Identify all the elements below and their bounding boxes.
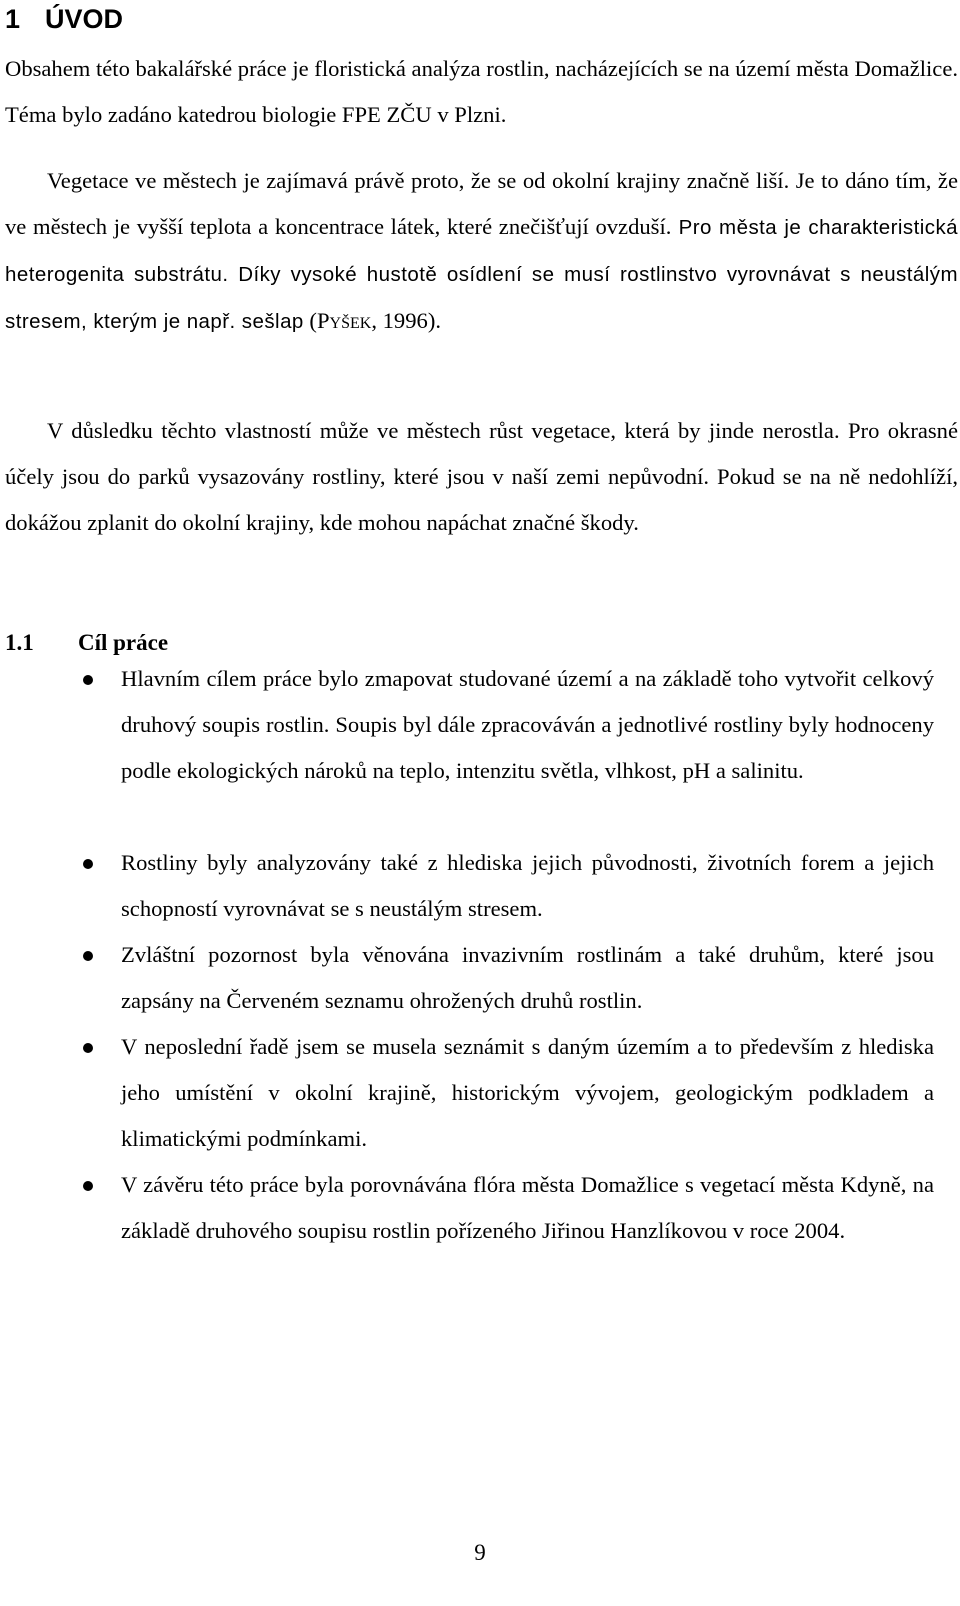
goals-list-item-text: Rostliny byly analyzovány také z hlediska jejich původnosti, životních forem a jejich schopností vyrovnávat se s neustálým stresem.: [121, 850, 934, 921]
intro-paragraph-2-sans: Pro města je charakteristická heterogenita substrátu. Díky vysoké hustotě osídlení se musí rostlinstvo vyrovnávat s neustálým stresem, kterým je např. sešlap: [5, 216, 959, 333]
bullet-icon: [83, 951, 93, 961]
chapter-title: ÚVOD: [45, 4, 124, 34]
citation-author: Pyšek: [316, 308, 372, 333]
bullet-icon: [83, 1043, 93, 1053]
goals-list-item-text: Hlavním cílem práce bylo zmapovat studované území a na základě toho vytvořit celkový druhový soupis rostlin. Soupis byl dále zpracováván a jednotlivé rostliny byly hodnoceny podle ekologických nároků na teplo, intenzitu světla, vlhkost, pH a salinitu.: [121, 666, 934, 783]
intro-paragraph-1: Obsahem této bakalářské práce je floristická analýza rostlin, nacházejících se na území města Domažlice. Téma bylo zadáno katedrou biologie FPE ZČU v Plzni.: [5, 56, 958, 127]
chapter-number: 1: [5, 4, 21, 34]
citation-rest: , 1996).: [371, 308, 441, 333]
bullet-icon: [83, 675, 93, 685]
section-heading: [5, 628, 168, 658]
goals-list-item-text: Zvláštní pozornost byla věnována invazivním rostlinám a také druhům, které jsou zapsány na Červeném seznamu ohrožených druhů rostlin.: [121, 942, 934, 1013]
section-number: 1.1: [5, 630, 34, 655]
bullet-icon: [83, 1181, 93, 1191]
intro-paragraph-2-serif: Vegetace ve městech je zajímavá právě proto, že se od okolní krajiny značně liší. Je to dáno tím, že ve městech je vyšší teplota a koncentrace látek, které znečišťují ovzduší.: [5, 168, 958, 239]
page-number: 9: [474, 1540, 486, 1565]
goals-list-item-text: V neposlední řadě jsem se musela seznámit s daným územím a to především z hlediska jeho umístění v okolní krajině, historickým vývojem, geologickým podkladem a klimatickými podmínkami.: [121, 1034, 934, 1151]
chapter-heading: [5, 2, 123, 36]
bullet-icon: [83, 859, 93, 869]
intro-paragraph-3: V důsledku těchto vlastností může ve městech růst vegetace, která by jinde nerostla. Pro okrasné účely jsou do parků vysazovány rostliny, které jsou v naší zemi nepůvodní. Pokud se na ně nedohlíží, dokážou zplanit do okolní krajiny, kde mohou napáchat značné škody.: [5, 418, 958, 535]
intro-paragraph-2: [5, 158, 958, 345]
citation-open: (: [303, 308, 317, 333]
section-title: Cíl práce: [78, 630, 169, 655]
goals-list-item-text: V závěru této práce byla porovnávána flóra města Domažlice s vegetací města Kdyně, na základě druhového soupisu rostlin pořízeného Jiřinou Hanzlíkovou v roce 2004.: [121, 1172, 934, 1243]
